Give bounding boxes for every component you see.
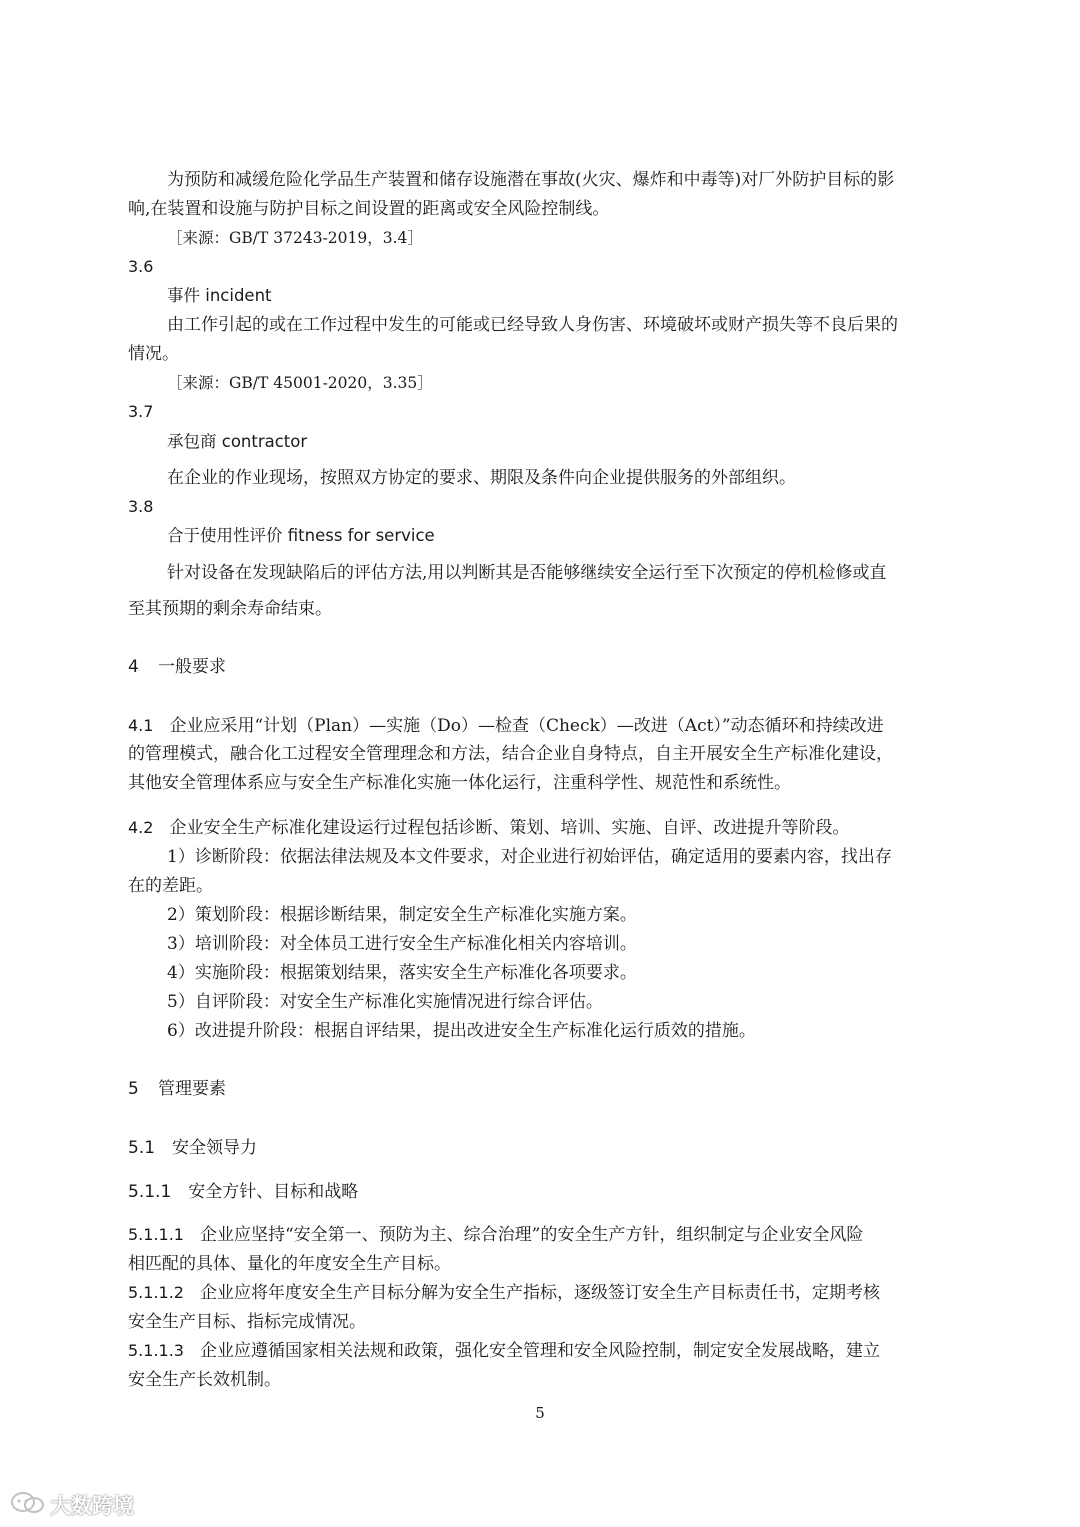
clause-5-1-1-1-number: 5.1.1.1 [128, 1225, 184, 1244]
section-4-number: 4 [128, 657, 139, 677]
section-5-number: 5 [128, 1079, 139, 1099]
clause-4-2-text: 企业安全生产标准化建设运行过程包括诊断、策划、培训、实施、自评、改进提升等阶段。 [169, 818, 850, 838]
definition-3-6-line-1: 由工作引起的或在工作过程中发生的可能或已经导致人身伤害、环境破坏或财产损失等不良后果的 [167, 315, 898, 335]
definition-3-5-line-2: 响,在装置和设施与防护目标之间设置的距离或安全风险控制线。 [128, 199, 610, 219]
clause-4-1-text: 企业应采用“计划（Plan）—实施（Do）—检查（Check）—改进（Act）”动态循环和持续改进 [169, 716, 884, 736]
stage-1-line-2: 在的差距。 [128, 876, 213, 896]
clause-4-1-line-1 [128, 714, 884, 738]
clause-4-2-number: 4.2 [128, 818, 154, 837]
clause-5-1-1-3-line-2: 安全生产长效机制。 [128, 1370, 281, 1390]
definition-3-8-line-2: 至其预期的剩余寿命结束。 [128, 599, 332, 619]
watermark-text: 大数跨境 [50, 1494, 134, 1518]
clause-5-1-1-3-text: 企业应遵循国家相关法规和政策，强化安全管理和安全风险控制，制定安全发展战略，建立 [199, 1341, 880, 1361]
source-3-5: ［来源：GB/T 37243-2019，3.4］ [167, 229, 423, 247]
section-5-1-heading: 5.1 安全领导力 [128, 1138, 258, 1158]
clause-5-1-1-3-line-1 [128, 1339, 880, 1363]
page-number: 5 [535, 1404, 545, 1422]
clause-4-1-number: 4.1 [128, 716, 154, 735]
stage-5: 5）自评阶段：对安全生产标准化实施情况进行综合评估。 [167, 992, 603, 1012]
definition-3-8-line-1: 针对设备在发现缺陷后的评估方法,用以判断其是否能够继续安全运行至下次预定的停机检修或直 [167, 563, 887, 583]
definition-3-7-line-1: 在企业的作业现场，按照双方协定的要求、期限及条件向企业提供服务的外部组织。 [167, 468, 796, 488]
clause-5-1-1-2-number: 5.1.1.2 [128, 1283, 184, 1302]
clause-5-1-1-1-line-2: 相匹配的具体、量化的年度安全生产目标。 [128, 1254, 451, 1274]
stage-1-line-1: 1）诊断阶段：依据法律法规及本文件要求，对企业进行初始评估，确定适用的要素内容，找出存 [167, 847, 892, 867]
term-3-7: 承包商 contractor [167, 432, 308, 451]
clause-4-1-line-2: 的管理模式，融合化工过程安全管理理念和方法，结合企业自身特点，自主开展安全生产标准化建设， [128, 744, 893, 764]
stage-4: 4）实施阶段：根据策划结果，落实安全生产标准化各项要求。 [167, 963, 637, 983]
source-3-6: ［来源：GB/T 45001-2020，3.35］ [167, 374, 433, 392]
clause-3-8-number: 3.8 [128, 497, 154, 516]
clause-4-1-line-3: 其他安全管理体系应与安全生产标准化实施一体化运行，注重科学性、规范性和系统性。 [128, 773, 791, 793]
definition-3-5-line-1: 为预防和减缓危险化学品生产装置和储存设施潜在事故(火灾、爆炸和中毒等)对厂外防护目标的影 [167, 170, 895, 190]
clause-5-1-1-1-line-1 [128, 1223, 863, 1247]
clause-5-1-1-1-text: 企业应坚持“安全第一、预防为主、综合治理”的安全生产方针，组织制定与企业安全风险 [199, 1225, 864, 1245]
clause-5-1-1-2-text: 企业应将年度安全生产目标分解为安全生产指标，逐级签订安全生产目标责任书，定期考核 [199, 1283, 880, 1303]
section-5-title: 管理要素 [158, 1079, 226, 1099]
clause-4-2-line-1 [128, 816, 849, 840]
stage-6: 6）改进提升阶段：根据自评结果，提出改进安全生产标准化运行质效的措施。 [167, 1021, 756, 1041]
watermark [10, 1492, 134, 1518]
clause-5-1-1-2-line-1 [128, 1281, 880, 1305]
section-5-1-1-heading: 5.1.1 安全方针、目标和战略 [128, 1182, 359, 1202]
definition-3-6-line-2: 情况。 [128, 344, 179, 364]
clause-3-7-number: 3.7 [128, 402, 154, 421]
section-4-title: 一般要求 [158, 657, 226, 677]
term-3-8: 合于使用性评价 fitness for service [167, 526, 435, 545]
clause-5-1-1-3-number: 5.1.1.3 [128, 1341, 184, 1360]
section-4-heading [128, 655, 226, 679]
section-5-heading [128, 1077, 226, 1101]
clause-3-6-number: 3.6 [128, 257, 154, 276]
stage-3: 3）培训阶段：对全体员工进行安全生产标准化相关内容培训。 [167, 934, 637, 954]
term-3-6: 事件 incident [167, 286, 272, 305]
wechat-bubble-icon [10, 1491, 46, 1520]
clause-5-1-1-2-line-2: 安全生产目标、指标完成情况。 [128, 1312, 366, 1332]
stage-2: 2）策划阶段：根据诊断结果，制定安全生产标准化实施方案。 [167, 905, 637, 925]
